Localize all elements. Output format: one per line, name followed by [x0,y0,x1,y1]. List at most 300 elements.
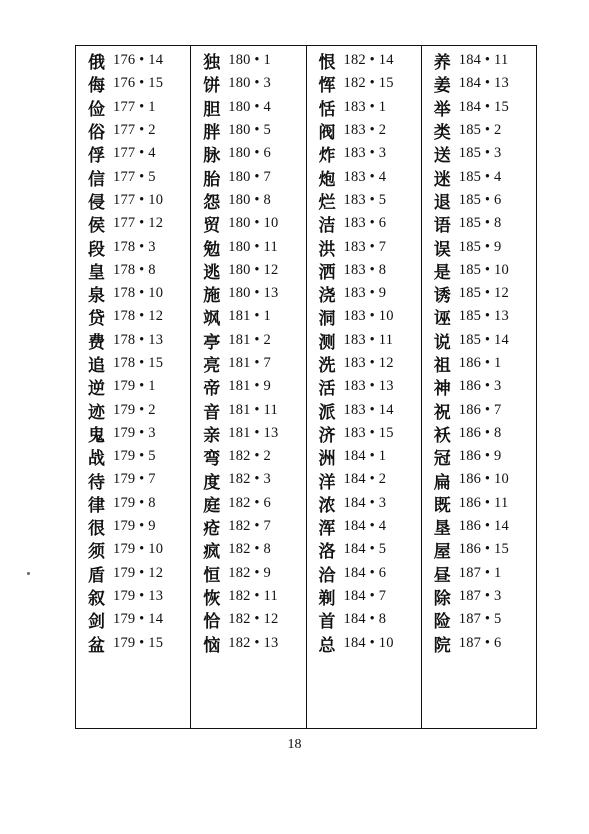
entry-reference: 183 • 11 [343,331,394,348]
entry-reference: 182 • 6 [228,494,271,511]
entry-reference: 186 • 8 [458,424,502,441]
index-entry [76,259,190,282]
index-entry [191,492,305,515]
index-entry [307,305,421,328]
entry-character: 音 [203,402,221,423]
entry-reference: 182 • 12 [228,611,279,628]
entry-reference: 186 • 11 [458,494,509,511]
entry-reference: 179 • 2 [113,401,156,418]
index-entry [307,142,421,165]
entry-character: 扁 [433,472,451,493]
entry-character: 很 [88,519,105,540]
entry-reference: 181 • 2 [228,331,271,348]
index-entry [307,422,421,445]
entry-reference: 183 • 15 [343,424,394,441]
entry-reference: 179 • 13 [113,587,164,604]
entry-reference: 187 • 5 [458,611,502,628]
page-number: 18 [287,737,302,752]
entry-reference: 183 • 5 [343,191,387,208]
entry-character: 济 [318,425,336,446]
entry-character: 昼 [433,565,451,586]
entry-reference: 186 • 9 [458,448,502,465]
entry-character: 误 [433,239,451,260]
index-entry [422,492,536,515]
entry-character: 战 [88,449,105,470]
entry-reference: 181 • 9 [228,378,271,395]
entry-character: 既 [433,495,451,516]
entry-reference: 181 • 13 [228,424,279,441]
index-entry [307,492,421,515]
entry-character: 胖 [203,123,221,144]
index-entry [191,538,305,561]
index-entry [191,49,305,72]
index-entry [191,585,305,608]
entry-reference: 179 • 3 [113,424,156,441]
entry-reference: 186 • 10 [458,471,509,488]
index-entry [191,468,305,491]
entry-reference: 186 • 1 [458,355,502,371]
index-column-2 [190,46,305,728]
entry-character: 独 [203,53,221,74]
index-entry [307,329,421,352]
entry-character: 洞 [318,309,336,330]
entry-reference: 182 • 13 [228,634,279,651]
index-entry [422,119,536,142]
entry-character: 姜 [433,76,451,97]
entry-character: 疯 [203,542,221,563]
entry-character: 洛 [318,542,336,563]
index-entry [422,352,536,375]
entry-character: 派 [318,402,336,423]
index-entry [76,49,190,72]
entry-reference: 186 • 15 [458,541,509,558]
index-entry [307,538,421,561]
index-entry [76,585,190,608]
index-entry [76,305,190,328]
character-index-table [75,45,537,729]
entry-reference: 182 • 14 [343,52,394,69]
index-column-1 [76,46,190,728]
entry-reference: 186 • 7 [458,401,502,418]
entry-reference: 185 • 14 [458,331,509,348]
entry-reference: 183 • 10 [343,308,394,325]
index-entry [307,608,421,631]
entry-character: 恽 [318,76,336,97]
entry-reference: 181 • 7 [228,355,271,371]
entry-reference: 184 • 15 [458,98,509,115]
index-entry [307,585,421,608]
entry-character: 是 [433,262,451,283]
entry-character: 侯 [88,216,105,237]
entry-reference: 178 • 12 [113,308,164,325]
entry-character: 俭 [88,99,105,120]
entry-character: 皇 [88,262,105,283]
entry-reference: 182 • 9 [228,564,271,581]
index-entry [422,608,536,631]
entry-reference: 182 • 7 [228,518,271,535]
entry-reference: 179 • 15 [113,634,164,651]
entry-character: 首 [318,612,336,633]
index-entry [422,445,536,468]
entry-character: 叙 [88,588,105,609]
entry-character: 祖 [433,356,451,377]
index-entry [422,165,536,188]
index-entry [422,96,536,119]
entry-reference: 180 • 6 [228,145,271,162]
index-entry [76,165,190,188]
entry-character: 屋 [433,542,451,563]
entry-character: 祝 [433,402,451,423]
entry-reference: 182 • 11 [228,587,278,604]
index-entry [191,305,305,328]
index-column-4 [421,46,536,728]
index-entry [307,445,421,468]
index-entry [191,631,305,654]
entry-reference: 180 • 3 [228,75,271,92]
entry-reference: 184 • 5 [343,541,387,558]
entry-reference: 180 • 1 [228,52,271,69]
index-entry [76,235,190,258]
index-entry [307,631,421,654]
entry-reference: 178 • 8 [113,261,156,278]
entry-reference: 182 • 8 [228,541,271,558]
entry-reference: 180 • 5 [228,122,271,139]
index-entry [307,165,421,188]
entry-character: 帝 [203,379,221,400]
entry-character: 举 [433,99,451,120]
entry-character: 泉 [88,286,105,307]
entry-character: 总 [318,635,336,656]
entry-reference: 180 • 7 [228,168,271,185]
entry-character: 侵 [88,192,105,213]
entry-character: 洽 [318,565,336,586]
index-entry [422,235,536,258]
index-entry [191,165,305,188]
index-entry [422,189,536,212]
entry-character: 类 [433,123,451,144]
entry-character: 剑 [88,612,105,633]
index-entry [191,72,305,95]
entry-reference: 185 • 12 [458,285,509,302]
index-entry [422,259,536,282]
entry-reference: 180 • 4 [228,98,271,115]
index-entry [76,329,190,352]
index-entry [307,96,421,119]
entry-character: 俗 [88,123,105,144]
index-entry [191,352,305,375]
index-entry [191,398,305,421]
index-entry [422,282,536,305]
entry-character: 语 [433,216,451,237]
entry-character: 烂 [318,192,336,213]
entry-reference: 179 • 1 [113,378,156,395]
entry-character: 浑 [318,519,336,540]
entry-character: 亮 [203,356,221,377]
entry-character: 鬼 [88,425,105,446]
index-entry [76,352,190,375]
entry-reference: 184 • 8 [343,611,387,628]
index-entry [422,398,536,421]
entry-reference: 183 • 4 [343,168,387,185]
entry-reference: 187 • 6 [458,634,502,651]
entry-reference: 184 • 1 [343,448,387,465]
index-entry [307,212,421,235]
entry-reference: 185 • 4 [458,168,502,185]
entry-reference: 180 • 10 [228,215,279,232]
entry-reference: 182 • 3 [228,471,271,488]
entry-character: 飒 [203,309,221,330]
entry-reference: 183 • 8 [343,261,387,278]
index-entry [422,212,536,235]
entry-character: 神 [433,379,451,400]
index-entry [191,445,305,468]
entry-character: 亭 [203,332,221,353]
entry-character: 恬 [318,99,336,120]
entry-reference: 180 • 13 [228,285,279,302]
index-entry [191,515,305,538]
entry-reference: 183 • 1 [343,98,387,115]
entry-character: 院 [433,635,451,656]
entry-reference: 177 • 12 [113,215,164,232]
entry-character: 须 [88,542,105,563]
entry-character: 律 [88,495,105,516]
index-entry [76,282,190,305]
index-entry [422,422,536,445]
index-entry [307,72,421,95]
entry-reference: 178 • 3 [113,238,156,255]
index-entry [76,538,190,561]
index-entry [422,538,536,561]
entry-reference: 183 • 14 [343,401,394,418]
entry-character: 贷 [88,309,105,330]
entry-reference: 176 • 14 [113,52,164,69]
entry-character: 信 [88,169,105,190]
index-entry [422,329,536,352]
entry-reference: 179 • 12 [113,564,164,581]
entry-character: 庭 [203,495,221,516]
entry-reference: 177 • 1 [113,98,156,115]
index-entry [191,375,305,398]
entry-character: 浇 [318,286,336,307]
entry-reference: 177 • 4 [113,145,156,162]
entry-character: 逆 [88,379,105,400]
entry-character: 退 [433,192,451,213]
entry-character: 贸 [203,216,221,237]
entry-reference: 181 • 11 [228,401,278,418]
entry-character: 逃 [203,262,221,283]
index-entry [76,398,190,421]
index-entry [76,468,190,491]
entry-character: 养 [433,53,451,74]
entry-character: 阀 [318,123,336,144]
index-entry [422,631,536,654]
entry-reference: 183 • 3 [343,145,387,162]
entry-reference: 183 • 13 [343,378,394,395]
entry-reference: 184 • 6 [343,564,387,581]
index-entry [76,375,190,398]
index-entry [422,375,536,398]
entry-character: 恨 [318,53,336,74]
entry-reference: 187 • 3 [458,587,502,604]
entry-reference: 184 • 2 [343,471,387,488]
entry-reference: 176 • 15 [113,75,164,92]
index-entry [191,562,305,585]
entry-character: 袄 [433,425,451,446]
index-entry [307,235,421,258]
entry-reference: 182 • 15 [343,75,394,92]
entry-reference: 183 • 2 [343,122,387,139]
entry-reference: 184 • 10 [343,634,394,651]
index-entry [76,515,190,538]
entry-reference: 184 • 7 [343,587,387,604]
entry-reference: 178 • 13 [113,331,164,348]
index-entry [76,631,190,654]
entry-character: 迹 [88,402,105,423]
index-entry [422,585,536,608]
entry-character: 度 [203,472,221,493]
index-entry [307,398,421,421]
entry-character: 洗 [318,356,336,377]
entry-reference: 187 • 1 [458,564,502,581]
entry-reference: 179 • 9 [113,518,156,535]
entry-reference: 177 • 2 [113,122,156,139]
index-entry [307,375,421,398]
index-entry [191,96,305,119]
entry-reference: 180 • 8 [228,191,271,208]
entry-character: 恒 [203,565,221,586]
index-entry [76,608,190,631]
index-entry [191,282,305,305]
entry-character: 除 [433,588,451,609]
entry-reference: 186 • 14 [458,518,509,535]
entry-reference: 180 • 11 [228,238,278,255]
entry-reference: 179 • 7 [113,471,156,488]
index-entry [422,305,536,328]
index-entry [422,562,536,585]
entry-reference: 185 • 13 [458,308,509,325]
index-column-3 [306,46,421,728]
entry-reference: 185 • 10 [458,261,509,278]
index-entry [191,189,305,212]
index-entry [76,422,190,445]
index-entry [76,142,190,165]
index-entry [307,259,421,282]
index-entry [76,562,190,585]
entry-character: 冠 [433,449,451,470]
entry-character: 亲 [203,425,221,446]
index-entry [76,119,190,142]
entry-character: 侮 [88,76,105,97]
entry-reference: 179 • 10 [113,541,164,558]
index-entry [191,235,305,258]
entry-character: 胎 [203,169,221,190]
entry-character: 险 [433,612,451,633]
entry-character: 饼 [203,76,221,97]
index-entry [307,119,421,142]
index-entry [307,49,421,72]
entry-character: 洪 [318,239,336,260]
entry-character: 勉 [203,239,221,260]
index-entry [307,468,421,491]
entry-character: 洒 [318,262,336,283]
index-entry [422,468,536,491]
entry-character: 弯 [203,449,221,470]
index-entry [422,515,536,538]
index-entry [76,445,190,468]
entry-character: 活 [318,379,336,400]
entry-character: 疮 [203,519,221,540]
index-entry [191,212,305,235]
entry-character: 诱 [433,286,451,307]
entry-reference: 178 • 15 [113,355,164,371]
entry-reference: 180 • 12 [228,261,279,278]
entry-character: 洁 [318,216,336,237]
entry-character: 恰 [203,612,221,633]
entry-character: 恼 [203,635,221,656]
index-entry [307,352,421,375]
entry-reference: 183 • 9 [343,285,387,302]
entry-character: 炸 [318,146,336,167]
index-entry [191,329,305,352]
index-entry [76,212,190,235]
entry-reference: 177 • 5 [113,168,156,185]
entry-reference: 185 • 6 [458,191,502,208]
scan-speck [27,572,30,575]
entry-reference: 178 • 10 [113,285,164,302]
index-entry [191,119,305,142]
entry-reference: 186 • 3 [458,378,502,395]
entry-reference: 185 • 9 [458,238,502,255]
index-entry [422,49,536,72]
entry-reference: 179 • 5 [113,448,156,465]
entry-reference: 185 • 3 [458,145,502,162]
entry-character: 垦 [433,519,451,540]
index-entry [422,72,536,95]
entry-reference: 185 • 8 [458,215,502,232]
entry-reference: 179 • 8 [113,494,156,511]
index-entry [76,189,190,212]
index-entry [307,515,421,538]
entry-reference: 185 • 2 [458,122,502,139]
index-entry [307,562,421,585]
entry-character: 怨 [203,192,221,213]
entry-character: 盾 [88,565,105,586]
entry-character: 洲 [318,449,336,470]
entry-character: 待 [88,472,105,493]
entry-character: 迷 [433,169,451,190]
entry-reference: 179 • 14 [113,611,164,628]
entry-character: 追 [88,356,105,377]
entry-character: 送 [433,146,451,167]
entry-reference: 184 • 11 [458,52,509,69]
entry-character: 剃 [318,588,336,609]
entry-reference: 184 • 13 [458,75,509,92]
entry-reference: 177 • 10 [113,191,164,208]
index-entry [307,189,421,212]
entry-character: 段 [88,239,105,260]
index-entry [422,142,536,165]
index-entry [191,259,305,282]
entry-character: 浓 [318,495,336,516]
entry-character: 施 [203,286,221,307]
entry-reference: 183 • 6 [343,215,387,232]
entry-reference: 181 • 1 [228,308,271,325]
index-entry [76,72,190,95]
entry-character: 洋 [318,472,336,493]
entry-character: 俄 [88,53,105,74]
index-entry [76,96,190,119]
entry-character: 脉 [203,146,221,167]
